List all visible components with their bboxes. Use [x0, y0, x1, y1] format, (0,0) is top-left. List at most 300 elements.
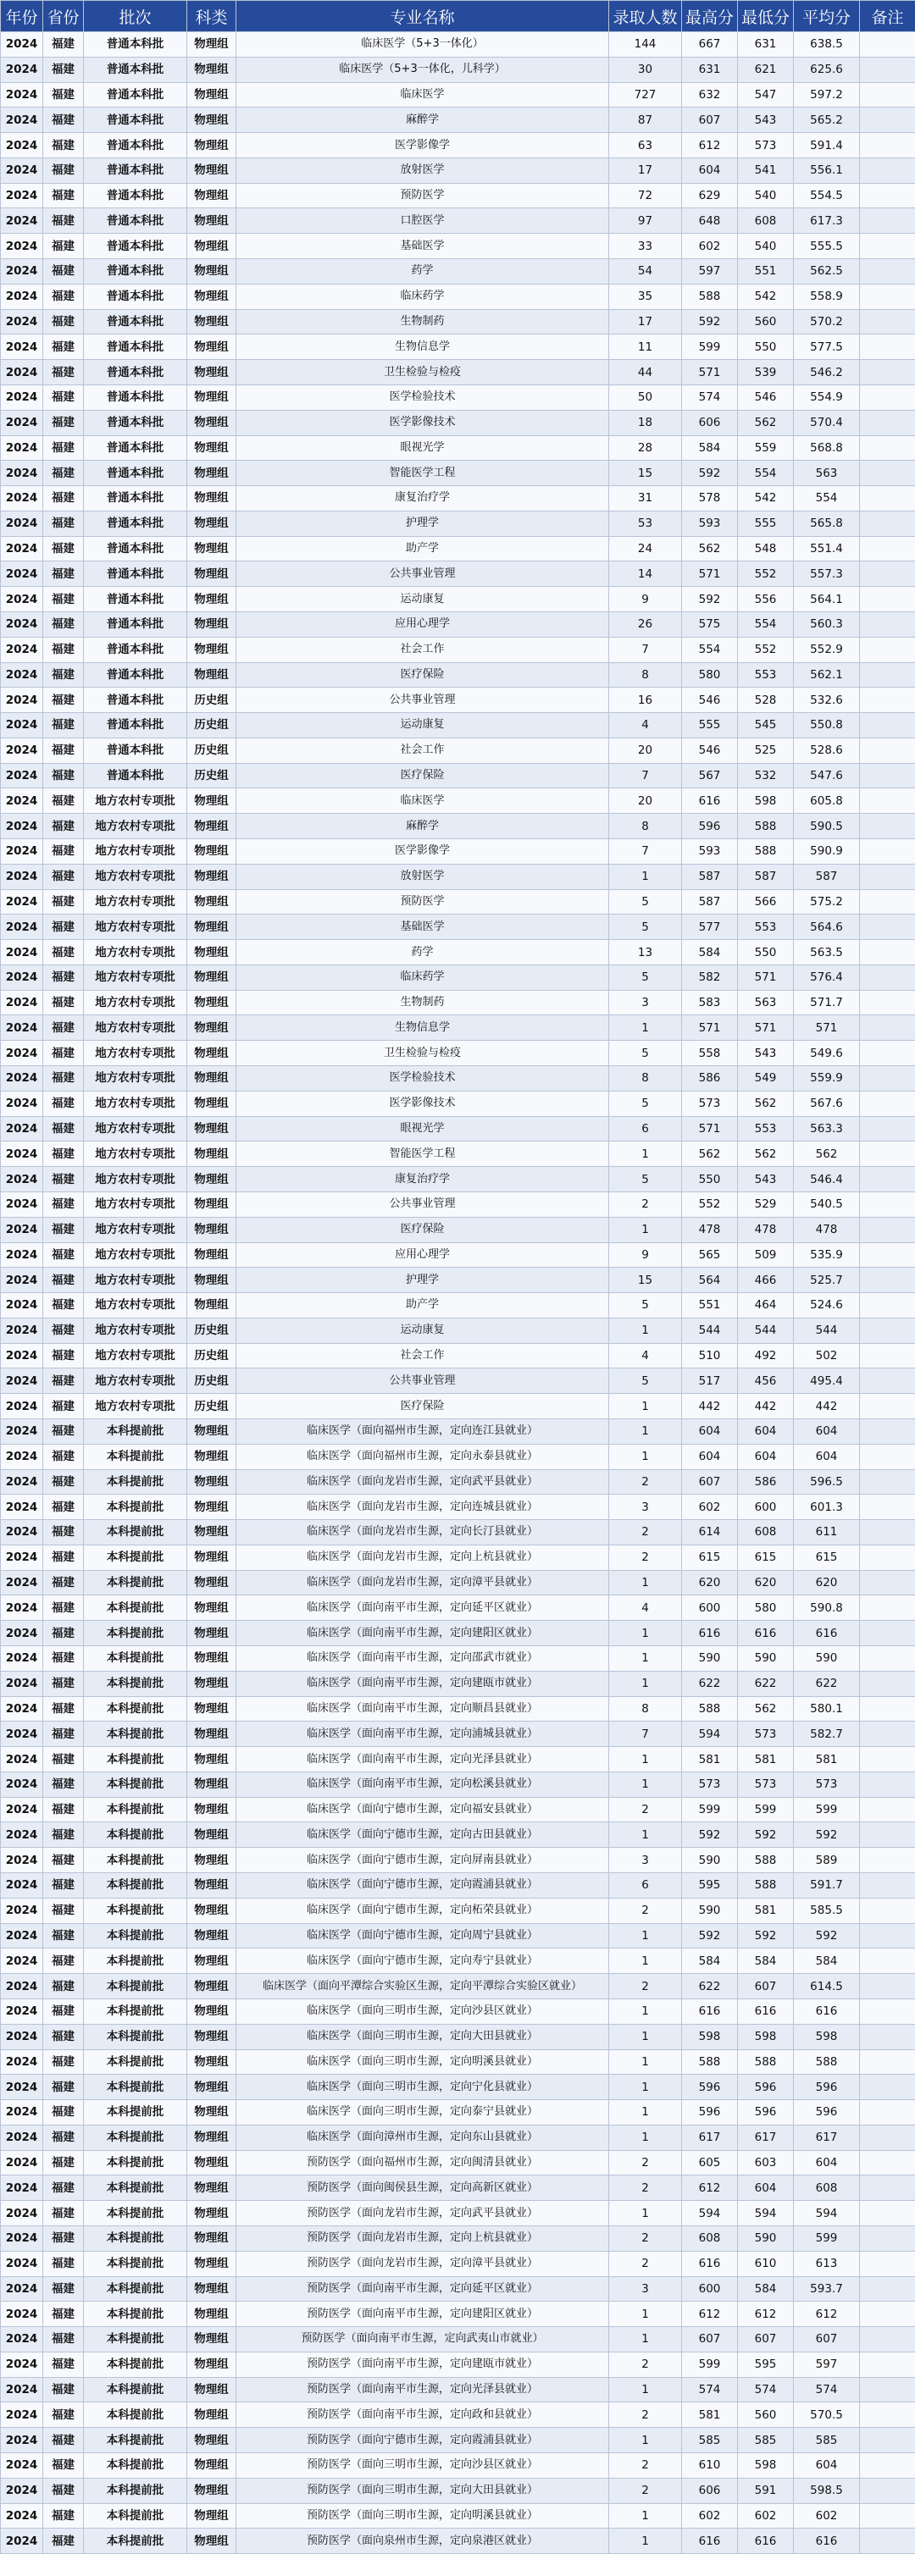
batch-cell: 地方农村专项批: [84, 1066, 187, 1092]
table-row: [1, 713, 915, 738]
table-row: [1, 1974, 915, 1999]
province-cell: 福建: [43, 2503, 84, 2529]
province-cell: 福建: [43, 1444, 84, 1469]
admitted-cell: 17: [609, 309, 682, 334]
admitted-cell: 30: [609, 57, 682, 82]
min-score-cell: 559: [738, 435, 794, 461]
remarks-cell: [860, 990, 915, 1015]
subject-cell: 物理组: [187, 839, 236, 865]
year-cell: 2024: [1, 2251, 43, 2276]
year-cell: 2024: [1, 2453, 43, 2479]
max-score-cell: 596: [682, 2075, 738, 2100]
year-cell: 2024: [1, 587, 43, 612]
year-cell: 2024: [1, 1066, 43, 1092]
avg-score-cell: 558.9: [794, 284, 860, 309]
major-cell: 预防医学（面向龙岩市生源，定向武平县就业）: [236, 2201, 609, 2226]
table-row: [1, 1091, 915, 1116]
remarks-cell: [860, 738, 915, 763]
province-cell: 福建: [43, 1595, 84, 1621]
year-cell: 2024: [1, 1091, 43, 1116]
subject-cell: 历史组: [187, 713, 236, 738]
year-cell: 2024: [1, 1191, 43, 1217]
batch-cell: 本科提前批: [84, 2402, 187, 2428]
remarks-cell: [860, 1268, 915, 1293]
major-cell: 临床药学: [236, 284, 609, 309]
max-score-cell: 582: [682, 965, 738, 990]
batch-cell: 地方农村专项批: [84, 1268, 187, 1293]
admitted-cell: 1: [609, 1217, 682, 1242]
min-score-cell: 616: [738, 1998, 794, 2024]
major-cell: 智能医学工程: [236, 461, 609, 486]
major-cell: 运动康复: [236, 587, 609, 612]
province-cell: 福建: [43, 1848, 84, 1873]
max-score-cell: 571: [682, 360, 738, 385]
year-cell: 2024: [1, 763, 43, 788]
province-cell: 福建: [43, 2529, 84, 2554]
year-cell: 2024: [1, 1949, 43, 1974]
header-batch: 批次: [84, 1, 187, 32]
subject-cell: 物理组: [187, 360, 236, 385]
avg-score-cell: 552.9: [794, 637, 860, 662]
year-cell: 2024: [1, 1394, 43, 1419]
admitted-cell: 1: [609, 2024, 682, 2049]
province-cell: 福建: [43, 1217, 84, 1242]
max-score-cell: 605: [682, 2150, 738, 2175]
province-cell: 福建: [43, 713, 84, 738]
admitted-cell: 3: [609, 1495, 682, 1520]
major-cell: 公共事业管理: [236, 561, 609, 587]
batch-cell: 普通本科批: [84, 309, 187, 334]
max-score-cell: 567: [682, 763, 738, 788]
batch-cell: 本科提前批: [84, 2024, 187, 2049]
province-cell: 福建: [43, 284, 84, 309]
avg-score-cell: 547.6: [794, 763, 860, 788]
remarks-cell: [860, 864, 915, 889]
subject-cell: 物理组: [187, 1570, 236, 1595]
header-min-score: 最低分: [738, 1, 794, 32]
avg-score-cell: 596.5: [794, 1469, 860, 1495]
avg-score-cell: 575.2: [794, 889, 860, 915]
table-header-row: [1, 1, 915, 32]
table-row: [1, 1116, 915, 1142]
table-row: [1, 334, 915, 360]
admitted-cell: 53: [609, 511, 682, 536]
year-cell: 2024: [1, 2100, 43, 2125]
max-score-cell: 584: [682, 940, 738, 965]
major-cell: 预防医学: [236, 889, 609, 915]
max-score-cell: 604: [682, 1418, 738, 1444]
avg-score-cell: 596: [794, 2075, 860, 2100]
min-score-cell: 596: [738, 2100, 794, 2125]
subject-cell: 物理组: [187, 486, 236, 511]
table-row: [1, 309, 915, 334]
avg-score-cell: 563.5: [794, 940, 860, 965]
admitted-cell: 35: [609, 284, 682, 309]
major-cell: 药学: [236, 259, 609, 285]
table-row: [1, 1621, 915, 1646]
min-score-cell: 551: [738, 259, 794, 285]
province-cell: 福建: [43, 461, 84, 486]
max-score-cell: 616: [682, 788, 738, 814]
min-score-cell: 616: [738, 2529, 794, 2554]
year-cell: 2024: [1, 611, 43, 637]
major-cell: 临床医学（面向漳州市生源，定向东山县就业）: [236, 2125, 609, 2150]
min-score-cell: 566: [738, 889, 794, 915]
admitted-cell: 2: [609, 1469, 682, 1495]
subject-cell: 物理组: [187, 2225, 236, 2251]
batch-cell: 本科提前批: [84, 1418, 187, 1444]
subject-cell: 历史组: [187, 738, 236, 763]
min-score-cell: 631: [738, 32, 794, 58]
major-cell: 公共事业管理: [236, 1368, 609, 1394]
province-cell: 福建: [43, 1822, 84, 1848]
major-cell: 预防医学（面向龙岩市生源，定向上杭县就业）: [236, 2225, 609, 2251]
header-year: 年份: [1, 1, 43, 32]
admitted-cell: 1: [609, 1949, 682, 1974]
admitted-cell: 5: [609, 889, 682, 915]
year-cell: 2024: [1, 360, 43, 385]
batch-cell: 普通本科批: [84, 183, 187, 208]
admitted-cell: 2: [609, 2175, 682, 2201]
remarks-cell: [860, 2100, 915, 2125]
min-score-cell: 588: [738, 814, 794, 839]
province-cell: 福建: [43, 234, 84, 259]
batch-cell: 普通本科批: [84, 360, 187, 385]
subject-cell: 物理组: [187, 2453, 236, 2479]
table-row: [1, 1848, 915, 1873]
table-row: [1, 2428, 915, 2453]
province-cell: 福建: [43, 1772, 84, 1797]
max-score-cell: 584: [682, 435, 738, 461]
year-cell: 2024: [1, 1747, 43, 1772]
remarks-cell: [860, 461, 915, 486]
subject-cell: 物理组: [187, 788, 236, 814]
year-cell: 2024: [1, 1873, 43, 1899]
major-cell: 眼视光学: [236, 1116, 609, 1142]
batch-cell: 普通本科批: [84, 435, 187, 461]
admitted-cell: 72: [609, 183, 682, 208]
batch-cell: 本科提前批: [84, 2225, 187, 2251]
admitted-cell: 11: [609, 334, 682, 360]
admitted-cell: 44: [609, 360, 682, 385]
min-score-cell: 573: [738, 1722, 794, 1747]
major-cell: 预防医学（面向南平市生源，定向建瓯市就业）: [236, 2352, 609, 2377]
table-row: [1, 384, 915, 410]
province-cell: 福建: [43, 1116, 84, 1142]
year-cell: 2024: [1, 1217, 43, 1242]
avg-score-cell: 605.8: [794, 788, 860, 814]
subject-cell: 历史组: [187, 1343, 236, 1368]
subject-cell: 物理组: [187, 32, 236, 58]
avg-score-cell: 604: [794, 2150, 860, 2175]
remarks-cell: [860, 410, 915, 435]
remarks-cell: [860, 611, 915, 637]
admitted-cell: 1: [609, 1444, 682, 1469]
remarks-cell: [860, 57, 915, 82]
min-score-cell: 616: [738, 1621, 794, 1646]
subject-cell: 物理组: [187, 284, 236, 309]
subject-cell: 物理组: [187, 259, 236, 285]
remarks-cell: [860, 637, 915, 662]
major-cell: 预防医学: [236, 183, 609, 208]
max-score-cell: 614: [682, 1520, 738, 1545]
min-score-cell: 553: [738, 915, 794, 940]
table-row: [1, 1545, 915, 1570]
max-score-cell: 597: [682, 259, 738, 285]
subject-cell: 物理组: [187, 2503, 236, 2529]
avg-score-cell: 598.5: [794, 2478, 860, 2503]
table-row: [1, 1343, 915, 1368]
year-cell: 2024: [1, 309, 43, 334]
subject-cell: 物理组: [187, 1242, 236, 1268]
remarks-cell: [860, 1091, 915, 1116]
major-cell: 医学影像学: [236, 133, 609, 158]
table-row: [1, 2049, 915, 2075]
max-score-cell: 577: [682, 915, 738, 940]
table-row: [1, 1822, 915, 1848]
remarks-cell: [860, 2529, 915, 2554]
min-score-cell: 604: [738, 2175, 794, 2201]
table-row: [1, 1747, 915, 1772]
batch-cell: 普通本科批: [84, 611, 187, 637]
avg-score-cell: 563: [794, 461, 860, 486]
subject-cell: 物理组: [187, 1696, 236, 1722]
major-cell: 临床医学（面向南平市生源，定向延平区就业）: [236, 1595, 609, 1621]
min-score-cell: 528: [738, 688, 794, 713]
remarks-cell: [860, 1318, 915, 1343]
major-cell: 医疗保险: [236, 1394, 609, 1419]
min-score-cell: 540: [738, 234, 794, 259]
min-score-cell: 540: [738, 183, 794, 208]
avg-score-cell: 614.5: [794, 1974, 860, 1999]
avg-score-cell: 597: [794, 2352, 860, 2377]
subject-cell: 物理组: [187, 2049, 236, 2075]
avg-score-cell: 616: [794, 1998, 860, 2024]
avg-score-cell: 574: [794, 2377, 860, 2402]
admitted-cell: 7: [609, 763, 682, 788]
min-score-cell: 581: [738, 1898, 794, 1923]
max-score-cell: 517: [682, 1368, 738, 1394]
admitted-cell: 2: [609, 1191, 682, 1217]
admitted-cell: 1: [609, 1747, 682, 1772]
min-score-cell: 608: [738, 1520, 794, 1545]
major-cell: 临床医学（面向宁德市生源，定向福安县就业）: [236, 1797, 609, 1822]
table-row: [1, 2377, 915, 2402]
batch-cell: 本科提前批: [84, 2352, 187, 2377]
min-score-cell: 550: [738, 334, 794, 360]
max-score-cell: 595: [682, 1873, 738, 1899]
year-cell: 2024: [1, 2302, 43, 2327]
major-cell: 运动康复: [236, 1318, 609, 1343]
max-score-cell: 584: [682, 1949, 738, 1974]
avg-score-cell: 442: [794, 1394, 860, 1419]
batch-cell: 本科提前批: [84, 1696, 187, 1722]
province-cell: 福建: [43, 587, 84, 612]
province-cell: 福建: [43, 1570, 84, 1595]
batch-cell: 本科提前批: [84, 1822, 187, 1848]
max-score-cell: 586: [682, 1066, 738, 1092]
avg-score-cell: 613: [794, 2251, 860, 2276]
avg-score-cell: 554.5: [794, 183, 860, 208]
year-cell: 2024: [1, 713, 43, 738]
batch-cell: 普通本科批: [84, 108, 187, 133]
year-cell: 2024: [1, 1368, 43, 1394]
subject-cell: 物理组: [187, 1015, 236, 1041]
min-score-cell: 550: [738, 940, 794, 965]
avg-score-cell: 551.4: [794, 536, 860, 561]
avg-score-cell: 556.1: [794, 158, 860, 183]
max-score-cell: 616: [682, 2251, 738, 2276]
major-cell: 临床医学（面向平潭综合实验区生源，定向平潭综合实验区就业）: [236, 1974, 609, 1999]
table-row: [1, 990, 915, 1015]
major-cell: 医学影像技术: [236, 410, 609, 435]
remarks-cell: [860, 1923, 915, 1949]
table-row: [1, 2150, 915, 2175]
avg-score-cell: 591.7: [794, 1873, 860, 1899]
province-cell: 福建: [43, 1495, 84, 1520]
year-cell: 2024: [1, 1242, 43, 1268]
subject-cell: 物理组: [187, 435, 236, 461]
admitted-cell: 26: [609, 611, 682, 637]
batch-cell: 普通本科批: [84, 536, 187, 561]
table-row: [1, 2402, 915, 2428]
table-row: [1, 410, 915, 435]
remarks-cell: [860, 1418, 915, 1444]
batch-cell: 普通本科批: [84, 461, 187, 486]
avg-score-cell: 550.8: [794, 713, 860, 738]
max-score-cell: 573: [682, 1772, 738, 1797]
year-cell: 2024: [1, 158, 43, 183]
min-score-cell: 543: [738, 1041, 794, 1066]
remarks-cell: [860, 940, 915, 965]
batch-cell: 地方农村专项批: [84, 1167, 187, 1192]
major-cell: 康复治疗学: [236, 486, 609, 511]
max-score-cell: 581: [682, 1747, 738, 1772]
admitted-cell: 97: [609, 208, 682, 234]
max-score-cell: 588: [682, 2049, 738, 2075]
min-score-cell: 598: [738, 2453, 794, 2479]
table-row: [1, 2024, 915, 2049]
max-score-cell: 631: [682, 57, 738, 82]
min-score-cell: 607: [738, 2327, 794, 2352]
subject-cell: 物理组: [187, 1041, 236, 1066]
major-cell: 临床医学（5+3一体化）: [236, 32, 609, 58]
remarks-cell: [860, 158, 915, 183]
batch-cell: 地方农村专项批: [84, 1394, 187, 1419]
batch-cell: 本科提前批: [84, 2503, 187, 2529]
max-score-cell: 594: [682, 2201, 738, 2226]
max-score-cell: 562: [682, 536, 738, 561]
min-score-cell: 585: [738, 2428, 794, 2453]
table-row: [1, 1495, 915, 1520]
province-cell: 福建: [43, 1268, 84, 1293]
year-cell: 2024: [1, 1520, 43, 1545]
admitted-cell: 8: [609, 1066, 682, 1092]
province-cell: 福建: [43, 183, 84, 208]
remarks-cell: [860, 839, 915, 865]
remarks-cell: [860, 1873, 915, 1899]
admitted-cell: 5: [609, 915, 682, 940]
year-cell: 2024: [1, 889, 43, 915]
min-score-cell: 562: [738, 1696, 794, 1722]
subject-cell: 物理组: [187, 1898, 236, 1923]
remarks-cell: [860, 2225, 915, 2251]
max-score-cell: 593: [682, 511, 738, 536]
year-cell: 2024: [1, 2075, 43, 2100]
year-cell: 2024: [1, 1822, 43, 1848]
subject-cell: 物理组: [187, 108, 236, 133]
subject-cell: 历史组: [187, 1318, 236, 1343]
max-score-cell: 546: [682, 738, 738, 763]
table-row: [1, 1015, 915, 1041]
admitted-cell: 50: [609, 384, 682, 410]
subject-cell: 物理组: [187, 536, 236, 561]
year-cell: 2024: [1, 965, 43, 990]
major-cell: 公共事业管理: [236, 1191, 609, 1217]
subject-cell: 物理组: [187, 2428, 236, 2453]
max-score-cell: 558: [682, 1041, 738, 1066]
admitted-cell: 1: [609, 1671, 682, 1696]
max-score-cell: 622: [682, 1974, 738, 1999]
avg-score-cell: 599: [794, 1797, 860, 1822]
avg-score-cell: 617: [794, 2125, 860, 2150]
max-score-cell: 600: [682, 2276, 738, 2302]
admitted-cell: 5: [609, 1293, 682, 1318]
admitted-cell: 1: [609, 1923, 682, 1949]
subject-cell: 物理组: [187, 410, 236, 435]
admitted-cell: 5: [609, 965, 682, 990]
admitted-cell: 7: [609, 637, 682, 662]
year-cell: 2024: [1, 2377, 43, 2402]
major-cell: 预防医学（面向南平市生源，定向武夷山市就业）: [236, 2327, 609, 2352]
subject-cell: 物理组: [187, 1772, 236, 1797]
province-cell: 福建: [43, 1066, 84, 1092]
header-admitted: 录取人数: [609, 1, 682, 32]
major-cell: 医学检验技术: [236, 1066, 609, 1092]
subject-cell: 物理组: [187, 2529, 236, 2554]
major-cell: 临床医学（面向南平市生源，定向顺昌县就业）: [236, 1696, 609, 1722]
table-row: [1, 940, 915, 965]
max-score-cell: 617: [682, 2125, 738, 2150]
remarks-cell: [860, 2201, 915, 2226]
year-cell: 2024: [1, 688, 43, 713]
batch-cell: 普通本科批: [84, 561, 187, 587]
max-score-cell: 590: [682, 1848, 738, 1873]
avg-score-cell: 557.3: [794, 561, 860, 587]
table-row: [1, 284, 915, 309]
avg-score-cell: 620: [794, 1570, 860, 1595]
min-score-cell: 509: [738, 1242, 794, 1268]
major-cell: 临床医学（面向南平市生源，定向建阳区就业）: [236, 1621, 609, 1646]
batch-cell: 地方农村专项批: [84, 1191, 187, 1217]
max-score-cell: 602: [682, 2503, 738, 2529]
year-cell: 2024: [1, 2402, 43, 2428]
max-score-cell: 607: [682, 1469, 738, 1495]
avg-score-cell: 591.4: [794, 133, 860, 158]
remarks-cell: [860, 965, 915, 990]
min-score-cell: 543: [738, 108, 794, 133]
subject-cell: 物理组: [187, 2276, 236, 2302]
major-cell: 卫生检验与检疫: [236, 360, 609, 385]
max-score-cell: 592: [682, 1822, 738, 1848]
avg-score-cell: 563.3: [794, 1116, 860, 1142]
year-cell: 2024: [1, 940, 43, 965]
remarks-cell: [860, 1822, 915, 1848]
table-row: [1, 1797, 915, 1822]
max-score-cell: 588: [682, 1696, 738, 1722]
year-cell: 2024: [1, 334, 43, 360]
table-row: [1, 1418, 915, 1444]
